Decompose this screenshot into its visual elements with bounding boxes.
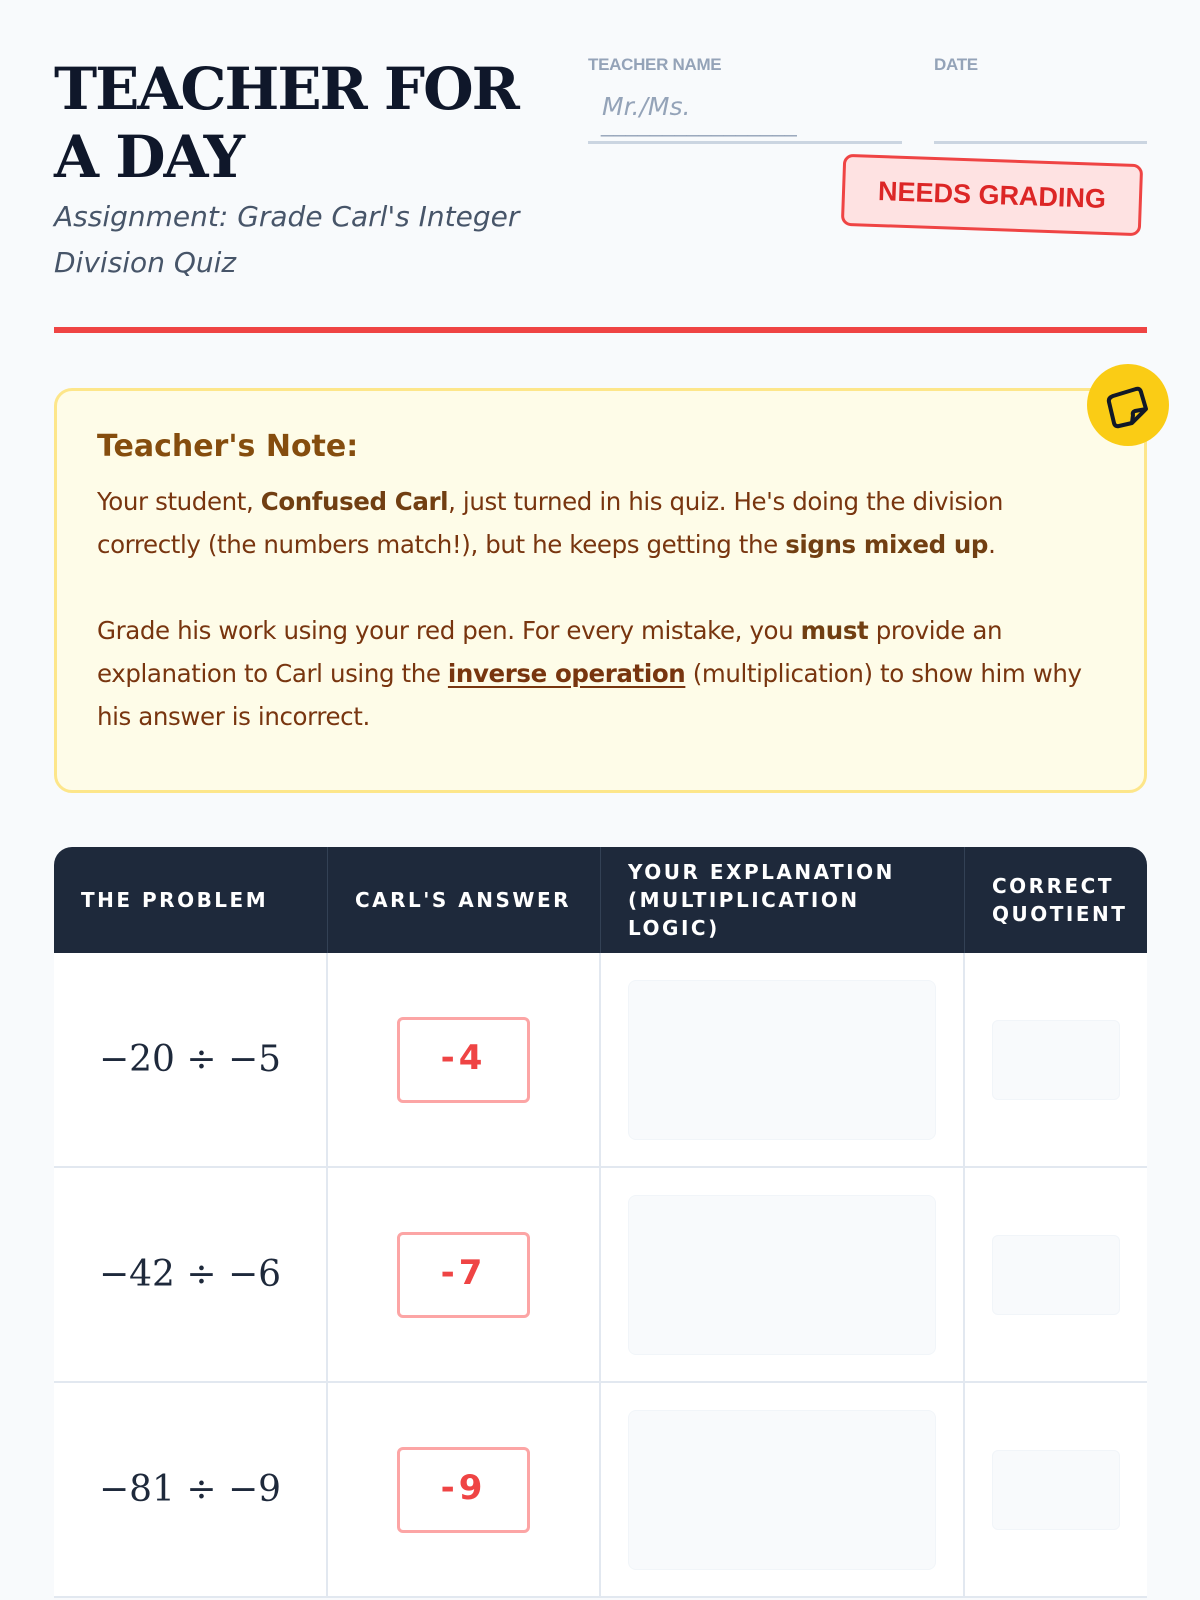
- note-paragraph-2: Grade his work using your red pen. For every mistake, you must provide an explanation to Carl using the inverse operation (multiplication) to show him why his answer is incorrect.: [97, 616, 1082, 731]
- signs-mixed-up: signs mixed up: [785, 530, 989, 559]
- note-paragraph-1: Your student, Confused Carl, just turned in his quiz. He's doing the division correctly (the numbers match!), but he keeps getting the signs mixed up.: [97, 487, 1004, 559]
- date-input[interactable]: [934, 72, 1146, 140]
- assignment-subtitle: Assignment: Grade Carl's Integer Division Quiz: [54, 200, 520, 279]
- teachers-note: [54, 388, 1147, 793]
- problem-cell: −81 ÷ −9: [98, 1469, 282, 1510]
- column-header-correct-quotient: CORRECT QUOTIENT: [992, 874, 1128, 926]
- note-title: Teacher's Note:: [97, 429, 359, 464]
- table-row: [54, 953, 1147, 1168]
- correct-quotient-input[interactable]: [992, 1020, 1120, 1100]
- problem-cell: −20 ÷ −5: [98, 1039, 282, 1080]
- explanation-input[interactable]: [628, 1195, 936, 1355]
- column-header-carls-answer: CARL'S ANSWER: [328, 847, 601, 953]
- worksheet-header: [54, 0, 1147, 340]
- explanation-input[interactable]: [628, 1410, 936, 1570]
- carls-answer-box: -9: [397, 1447, 530, 1533]
- sticky-note-icon: [1087, 364, 1169, 446]
- explanation-input[interactable]: [628, 980, 936, 1140]
- correct-quotient-input[interactable]: [992, 1235, 1120, 1315]
- table-row: [54, 1383, 1147, 1598]
- must-emphasis: must: [800, 616, 869, 645]
- page-title: TEACHER FOR A DAY: [54, 55, 518, 191]
- column-header-explanation: YOUR EXPLANATION (MULTIPLICATION LOGIC): [601, 847, 965, 953]
- table-row: [54, 1168, 1147, 1383]
- needs-grading-stamp: NEEDS GRADING: [841, 154, 1143, 236]
- inverse-operation-term: inverse operation: [447, 659, 686, 688]
- carls-answer-box: -7: [397, 1232, 530, 1318]
- teacher-name-underline: [588, 141, 902, 144]
- teacher-name-label: TEACHER NAME: [588, 55, 722, 74]
- column-header-problem: THE PROBLEM: [54, 847, 328, 953]
- carls-answer-box: -4: [397, 1017, 530, 1103]
- quiz-table: [54, 847, 1147, 1598]
- date-underline: [934, 141, 1147, 144]
- teacher-name-underscores: ________________: [601, 112, 797, 137]
- correct-quotient-input[interactable]: [992, 1450, 1120, 1530]
- header-divider: [54, 327, 1147, 333]
- student-name: Confused Carl: [260, 487, 449, 516]
- date-label: DATE: [934, 55, 978, 74]
- table-header: [54, 847, 1147, 953]
- problem-cell: −42 ÷ −6: [98, 1254, 282, 1295]
